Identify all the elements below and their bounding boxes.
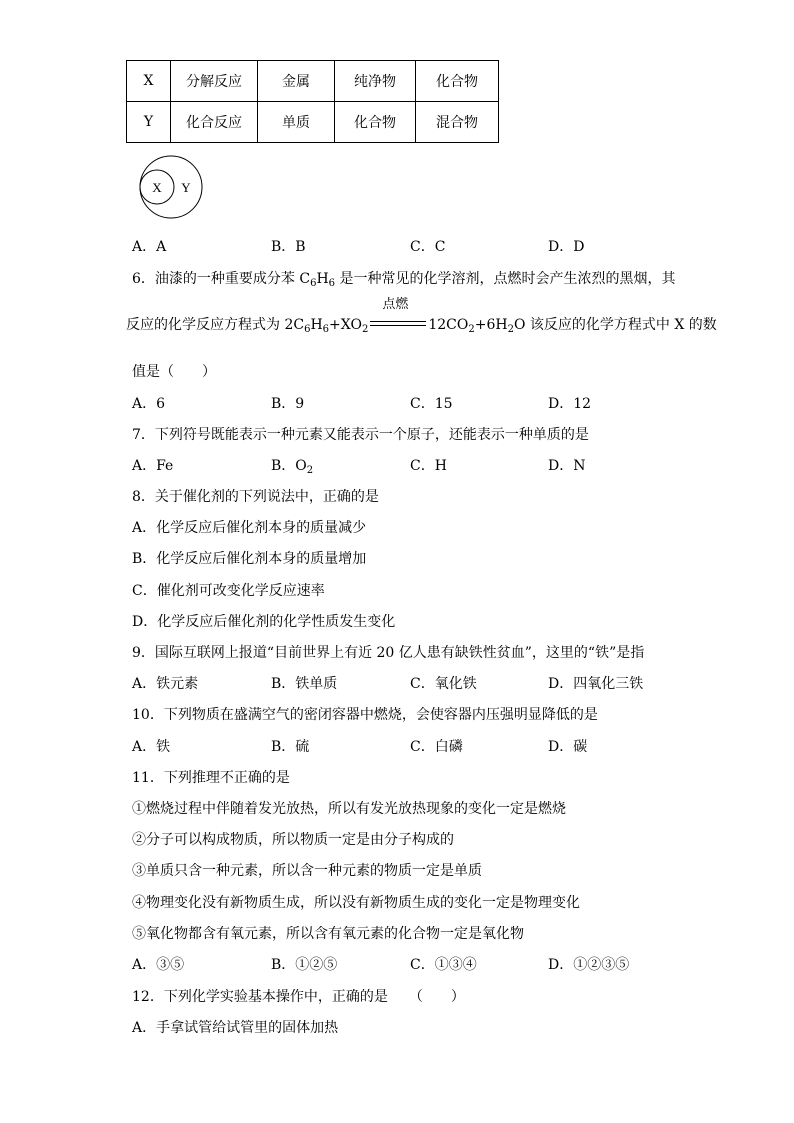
option-b: B．硫 — [271, 739, 310, 755]
question-6-stem: 6．油漆的一种重要成分苯 $C_6H_6$ 是一种常见的化学溶剂，点燃时会产生浓烈的黑烟，其 — [132, 271, 676, 289]
statement-item: ⑤氧化物都含有氧元素，所以含有氧元素的化合物一定是氧化物 — [132, 926, 524, 942]
equation-prefix: 反应的化学反应方程式为 — [126, 317, 285, 333]
question-11-stem: 11．下列推理不正确的是 — [132, 770, 290, 786]
table-cell: 化合物 — [335, 102, 416, 143]
table-cell: 单质 — [258, 102, 335, 143]
option-a: A．铁元素 — [132, 676, 199, 692]
option-b: B．①②⑤ — [271, 957, 338, 973]
option-d: D．N — [548, 458, 586, 474]
question-8-stem: 8．关于催化剂的下列说法中，正确的是 — [132, 489, 379, 505]
option-b: B．$O_2$ — [271, 458, 314, 476]
option-d: D．化学反应后催化剂的化学性质发生变化 — [132, 614, 396, 630]
table-row — [127, 102, 499, 143]
option-a: A．③⑤ — [132, 957, 185, 973]
option-a: A．Fe — [132, 458, 174, 474]
option-c: C．C — [410, 239, 446, 255]
option-c: C．催化剂可改变化学反应速率 — [132, 583, 325, 599]
equation-suffix: 该反应的化学方程式中 X 的数 — [529, 317, 717, 333]
option-d: D．D — [548, 239, 585, 255]
question-6-tail: 值是（ ） — [132, 364, 216, 380]
classification-table — [126, 60, 499, 143]
option-d: D．碳 — [548, 739, 588, 755]
statement-item: ③单质只含一种元素，所以含一种元素的物质一定是单质 — [132, 863, 482, 879]
option-a: A．A — [132, 239, 167, 255]
option-d: D．①②③⑤ — [548, 957, 630, 973]
set-relation-diagram — [133, 154, 213, 224]
option-b: B．9 — [271, 396, 305, 412]
question-6-equation: 反应的化学反应方程式为 $2C_6H_6+XO_2$ 点燃 $12CO_2+6H_2O$ 该反应的化学方程式中 X 的数 — [126, 314, 717, 335]
question-10-stem: 10．下列物质在盛满空气的密闭容器中燃烧，会使容器内压强明显降低的是 — [132, 707, 598, 723]
option-c: C．①③④ — [410, 957, 477, 973]
table-cell: Y — [127, 102, 171, 143]
option-c: C．H — [410, 458, 447, 474]
outer-circle — [140, 156, 202, 218]
inner-label: X — [152, 180, 162, 195]
option-b: B．化学反应后催化剂本身的质量增加 — [132, 551, 367, 567]
statement-item: ④物理变化没有新物质生成，所以没有新物质生成的变化一定是物理变化 — [132, 895, 580, 911]
reaction-arrow — [368, 297, 428, 335]
reaction-condition: 点燃 — [382, 297, 409, 312]
option-a: A．化学反应后催化剂本身的质量减少 — [132, 520, 367, 536]
question-9-stem: 9．国际互联网上报道“目前世界上有近 20 亿人患有缺铁性贫血”，这里的“铁”是指 — [132, 645, 645, 661]
table-cell: 分解反应 — [171, 61, 258, 102]
option-c: C．氧化铁 — [410, 676, 477, 692]
table-cell: 化合物 — [416, 61, 499, 102]
option-d: D．12 — [548, 396, 592, 412]
option-a: A．6 — [132, 396, 166, 412]
option-c: C．白磷 — [410, 739, 463, 755]
table-cell: 金属 — [258, 61, 335, 102]
option-b: B．铁单质 — [271, 676, 338, 692]
statement-item: ②分子可以构成物质，所以物质一定是由分子构成的 — [132, 832, 454, 848]
option-b: B．B — [271, 239, 306, 255]
question-7-stem: 7．下列符号既能表示一种元素又能表示一个原子，还能表示一种单质的是 — [132, 427, 589, 443]
statement-item: ①燃烧过程中伴随着发光放热，所以有发光放热现象的变化一定是燃烧 — [132, 801, 566, 817]
option-c: C．15 — [410, 396, 453, 412]
table-row — [127, 61, 499, 102]
option-d: D．四氧化三铁 — [548, 676, 644, 692]
table-cell: 化合反应 — [171, 102, 258, 143]
outer-label: Y — [181, 180, 191, 195]
option-a: A．手拿试管给试管里的固体加热 — [132, 1020, 339, 1036]
table-cell: 纯净物 — [335, 61, 416, 102]
option-a: A．铁 — [132, 739, 171, 755]
table-cell: 混合物 — [416, 102, 499, 143]
table-cell: X — [127, 61, 171, 102]
question-12-stem: 12．下列化学实验基本操作中，正确的是 （ ） — [132, 989, 465, 1005]
